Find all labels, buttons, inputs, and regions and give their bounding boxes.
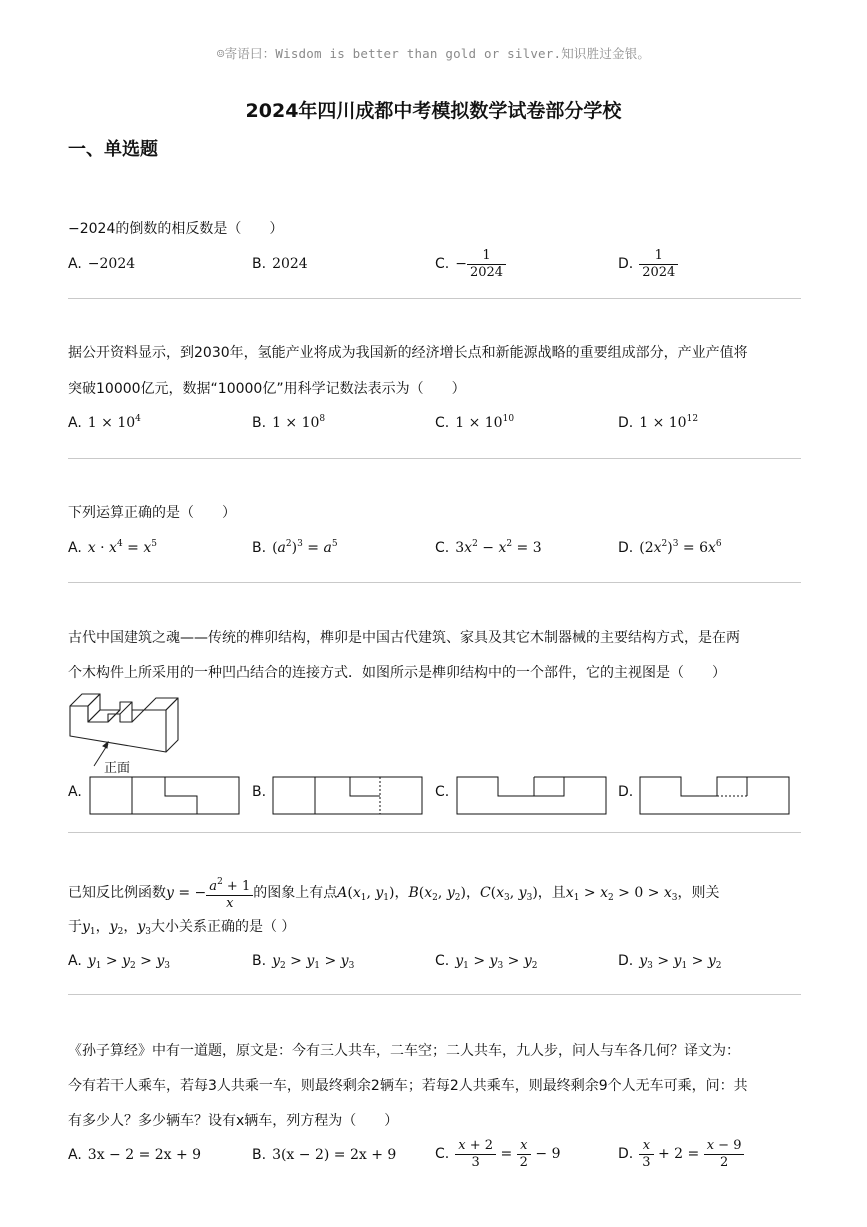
q4-option-c-label: C. (435, 784, 450, 800)
q1-option-d[interactable]: D. $\frac{1}{2024}$ (618, 244, 678, 284)
divider (68, 458, 801, 459)
q3-option-a[interactable]: A. $x \cdot x^4 = x^5$ (68, 539, 157, 556)
q3-option-d[interactable]: D. $(2x^2)^3 = 6x^6$ (618, 539, 722, 556)
q4-option-b[interactable] (272, 776, 424, 816)
q1-option-a[interactable]: A. −2024 (68, 256, 136, 272)
divider (68, 298, 801, 299)
q5-option-a[interactable]: A. $y_1 > y_2 > y_3$ (68, 953, 171, 971)
section-heading: 一、单选题 (68, 139, 158, 160)
question-5-stem-line-1: 已知反比例函数y = − $\frac{a^2 + 1}{x}$ 的图象上有点$A(x_1$, $y_1$)，$B(x_2$, $y_2$)，$C(x_3$, $y_3$)，且$x_1 > x_2 > 0 > x_3$，则关 (68, 874, 803, 916)
mortise-tenon-figure (68, 690, 188, 776)
q2-option-a[interactable]: A. $1 \times 10^4$ (68, 414, 141, 431)
question-1-stem: −2024的倒数的相反数是（ ） (68, 221, 284, 237)
q6-option-c[interactable]: C. $\frac{x + 2}{3}$ = $\frac{x}{2}$ − 9 (435, 1137, 561, 1170)
question-2-stem-line-1: 据公开资料显示，到2030年，氢能产业将成为我国新的经济增长点和新能源战略的重要组成部分，产业产值将 (68, 345, 748, 361)
page-title: 2024年四川成都中考模拟数学试卷部分学校 (245, 100, 622, 122)
q1-option-c[interactable]: C. − $\frac{1}{2024}$ (435, 244, 506, 284)
question-4-stem-line-2: 个木构件上所采用的一种凹凸结合的连接方式．如图所示是榫卯结构中的一个部件，它的主视图是（ ） (68, 665, 726, 681)
q4-option-a-label: A. (68, 784, 82, 800)
divider (68, 994, 801, 995)
question-5-stem-line-2: 于$y_1$，$y_2$，$y_3$大小关系正确的是（ ） (68, 919, 296, 937)
question-4-stem-line-1: 古代中国建筑之魂——传统的榫卯结构，榫卯是中国古代建筑、家具及其它木制器械的主要结构方式，是在两 (68, 630, 740, 646)
q5-option-b[interactable]: B. $y_2 > y_1 > y_3$ (252, 953, 355, 971)
divider (68, 582, 801, 583)
q6-option-d[interactable]: D. $\frac{x}{3}$ + 2 = $\frac{x - 9}{2}$ (618, 1134, 744, 1174)
fraction: $\frac{x}{2}$ (517, 1138, 531, 1171)
fraction: $\frac{x - 9}{2}$ (704, 1138, 745, 1171)
q2-option-c[interactable]: C. $1 \times 10^{10}$ (435, 414, 515, 431)
q5-option-c[interactable]: C. $y_1 > y_3 > y_2$ (435, 953, 538, 971)
q4-option-b-label: B. (252, 784, 267, 800)
question-2-stem-line-2: 突破10000亿元，数据“10000亿”用科学记数法表示为（ ） (68, 381, 466, 397)
fraction: $\frac{1}{2024}$ (467, 248, 506, 281)
question-6-stem-line-1: 《孙子算经》中有一道题，原文是：今有三人共车，二车空；二人共车，九人步，问人与车各几何？译文为： (68, 1043, 740, 1059)
q1-option-b[interactable]: B. 2024 (252, 256, 308, 272)
q6-option-b[interactable]: B. 3(x − 2) = 2x + 9 (252, 1147, 397, 1163)
front-label: 正面 (104, 761, 131, 776)
q3-option-c[interactable]: C. $3x^2 - x^2 = 3$ (435, 539, 542, 556)
fraction: $\frac{1}{2024}$ (639, 248, 678, 281)
q4-option-d[interactable] (639, 776, 791, 816)
divider (68, 832, 801, 833)
question-6-stem-line-3: 有多少人？多少辆车？设有x辆车，列方程为（ ） (68, 1113, 399, 1129)
fraction: $\frac{x + 2}{3}$ (455, 1138, 496, 1171)
q5-option-d[interactable]: D. $y_3 > y_1 > y_2$ (618, 953, 722, 971)
question-6-stem-line-2: 今有若干人乘车，若每3人共乘一车，则最终剩余2辆车；若每2人共乘车，则最终剩余9个人无车可乘，问：共 (68, 1078, 748, 1094)
fraction: $\frac{x}{3}$ (639, 1138, 653, 1171)
fraction: $\frac{a^2 + 1}{x}$ (206, 874, 253, 912)
q4-option-a[interactable] (89, 776, 241, 816)
q2-option-b[interactable]: B. $1 \times 10^8$ (252, 414, 326, 431)
q4-option-d-label: D. (618, 784, 634, 800)
question-3-stem: 下列运算正确的是（ ） (68, 505, 236, 521)
q6-option-a[interactable]: A. 3x − 2 = 2x + 9 (68, 1147, 202, 1163)
q2-option-d[interactable]: D. $1 \times 10^{12}$ (618, 414, 699, 431)
q3-option-b[interactable]: B. $(a^2)^3 = a^5$ (252, 539, 338, 556)
q4-option-c[interactable] (456, 776, 608, 816)
motto: ☺寄语曰：Wisdom is better than gold or silver.知识胜过金银。 (216, 46, 651, 61)
